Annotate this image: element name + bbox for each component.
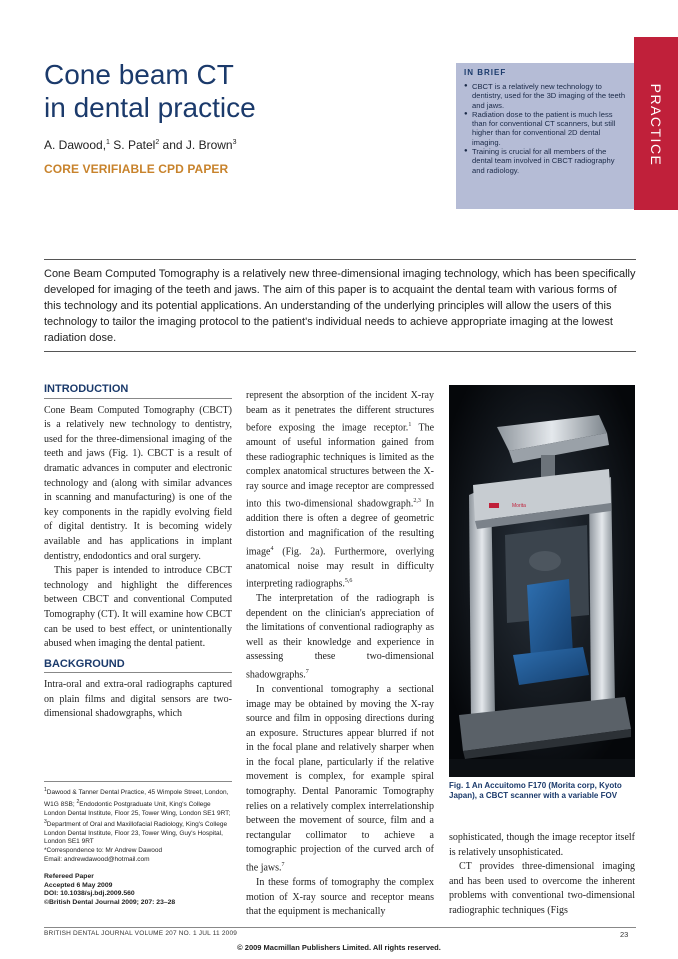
affiliation-sup: 2 — [76, 798, 80, 805]
author-3: and J. Brown — [159, 138, 233, 152]
title-line-2: in dental practice — [44, 92, 256, 123]
correspondence: *Correspondence to: Mr Andrew Dawood — [44, 847, 163, 855]
text-run: In addition there is often a degree of geometric distortion and magnification of the resulting image — [246, 498, 434, 557]
in-brief-item: ● Training is crucial for all members of the dental team involved in CBCT radiography and radiology. — [464, 147, 626, 175]
copyright-notice: © 2009 Macmillan Publishers Limited. All rights reserved. — [237, 943, 441, 952]
affiliation-sup: 3 — [44, 819, 47, 826]
citation: 1 — [408, 422, 412, 429]
abstract-top-rule — [44, 259, 636, 260]
refereed-label: Refereed Paper — [44, 873, 94, 880]
affiliation-text: Endodontic Postgraduate Unit, King's College London Dental Institute, Floor 25, Tower Wing, London SE1 9RT; — [44, 800, 231, 817]
in-brief-heading: IN BRIEF — [464, 68, 507, 77]
correspondence-email: Email: andrewdawood@hotmail.com — [44, 855, 150, 863]
section-tab-label: PRACTICE — [648, 83, 664, 167]
paragraph: Intra-oral and extra-oral radiographs captured on plain films and digital sensors are two-dimensional shadowgraphs, which — [44, 679, 232, 720]
text-run: (Fig. 2a). Furthermore, overlying anatomical noise may result in difficulty interpreting radiographs. — [246, 545, 434, 590]
column-2 — [246, 389, 434, 920]
in-brief-item: ● CBCT is a relatively new technology to dentistry, used for the 3D imaging of the teeth and jaws. — [464, 82, 626, 110]
section-tab — [634, 37, 678, 210]
affiliation-sup: 1 — [44, 787, 47, 793]
paragraph: Cone Beam Computed Tomography (CBCT) is a relatively new technology to dentistry, used for the three-dimensional imaging of the teeth and jaws (Fig. 1). CBCT is a result of dramatic advances in computer and electronic technology and (along with similar advances in scanning and manufacturing) is one of the key components in the rapidly evolving field of digital dentistry. It is becoming widely available and has applications in implant dentistry, endodontics and oral surgery. — [44, 404, 232, 562]
footnote-rule — [44, 781, 232, 782]
citation: 4 — [270, 545, 274, 552]
affiliation-text: Department of Oral and Maxillofacial Radiology, King's College London Dental Institute, Floor 23, Tower Wing, Guy's Hospital, London SE1 9RT — [44, 821, 228, 846]
column-1 — [44, 382, 232, 722]
citation: 5,6 — [344, 578, 353, 585]
journal-footer: BRITISH DENTAL JOURNAL VOLUME 207 NO. 1 JUL 11 2009 — [44, 930, 238, 937]
citation-line: ©British Dental Journal 2009; 207: 23–28 — [44, 898, 176, 906]
citation: 7 — [281, 862, 285, 869]
in-brief-box — [456, 63, 634, 209]
in-brief-item: ● Radiation dose to the patient is much less than for conventional CT scanners, but still higher than for conventional 2D dental imaging. — [464, 110, 626, 147]
title-line-1: Cone beam CT — [44, 59, 234, 90]
cpd-label: CORE VERIFIABLE CPD PAPER — [44, 162, 229, 176]
accepted-date: Accepted 6 May 2009 — [44, 881, 113, 889]
section-heading-background: BACKGROUND — [44, 657, 232, 674]
page-number: 23 — [620, 930, 629, 939]
author-3-sup: 3 — [232, 139, 237, 146]
paragraph: This paper is intended to introduce CBCT technology and highlight the differences between CBCT and conventional Computed Tomography (CT). It will examine how CBCT can be used to best effect, or unintentionally abused when imaging the dental patient. — [44, 565, 232, 650]
reference-info — [44, 873, 234, 907]
author-2-sup: 2 — [155, 139, 160, 146]
column-3 — [449, 831, 635, 919]
text-run: The interpretation of the radiograph is dependent on the clinician's appreciation of the limitations of conventional radiography as well as their knowledge and experience in assessing these two-dimensional shadowgraphs. — [246, 593, 434, 681]
author-2: S. Patel — [109, 138, 156, 152]
article-title — [44, 58, 256, 124]
abstract-bottom-rule — [44, 351, 636, 352]
author-1: A. Dawood, — [44, 138, 107, 152]
text-run: The amount of useful information gained from these radiographic techniques is limited as the complex anatomical structures between the X-ray source and image receptor are compressed into this two-dimensional shadowgraph. — [246, 422, 435, 510]
machine-brand-label: Morita — [512, 503, 526, 509]
paragraph: sophisticated, though the image receptor itself is relatively unsophisticated. — [449, 832, 635, 858]
author-affiliations — [44, 786, 234, 864]
doi: DOI: 10.1038/sj.bdj.2009.560 — [44, 890, 135, 898]
paragraph: In these forms of tomography the complex motion of X-ray source and receptor means that the equipment is mechanically — [246, 876, 434, 918]
cbct-scanner-illustration — [449, 385, 635, 777]
figure-cbct-scanner — [449, 385, 635, 777]
text-run: In conventional tomography a sectional image may be obtained by moving the X-ray source and film in opposing directions during an exposure. Structures appear blurred if not in the focal plane and relatively sharper when in the focal plane, particularly if the relative movement is complex, for example spiral tomography. Dental Panoramic Tomography relies on a relatively complex interrelationship between the movement of source, film and a rectangular collimator to achieve a tomographic projection of the curved arch of the jaws. — [246, 683, 434, 874]
author-list — [44, 138, 237, 152]
citation: 2,3 — [413, 498, 421, 505]
paragraph — [246, 683, 434, 876]
citation: 7 — [305, 669, 309, 675]
affiliation-text: Dawood & Tanner Dental Practice, 45 Wimpole Street, London, W1G 8SB; — [44, 789, 229, 808]
author-1-sup: 1 — [106, 139, 110, 146]
in-brief-list — [464, 82, 626, 175]
figure-caption: Fig. 1 An Accuitomo F170 (Morita corp, Kyoto Japan), a CBCT scanner with a variable FOV — [449, 781, 622, 800]
paragraph: CT provides three-dimensional imaging and has been used to overcome the inherent problems with conventional two-dimensional radiographic techniques (Figs — [449, 861, 635, 916]
section-heading-introduction: INTRODUCTION — [44, 382, 232, 399]
text-run: represent the absorption of the incident X-ray beam as it penetrates the different structures before exposing the image receptor. — [246, 390, 434, 434]
paragraph — [246, 592, 434, 683]
paragraph — [246, 389, 434, 592]
abstract: Cone Beam Computed Tomography is a relatively new three-dimensional imaging technology, which has been specifically developed for imaging of the teeth and jaws. The aim of this paper is to acquaint the dental team with various forms of this technology and its potential applications. An understanding of the underlying principles will allow the users of this technology to tailor the imaging protocol to the patient's individual needs to achieve appropriate imaging at the lowest radiation dose. — [44, 268, 636, 344]
footer-rule — [44, 927, 636, 928]
